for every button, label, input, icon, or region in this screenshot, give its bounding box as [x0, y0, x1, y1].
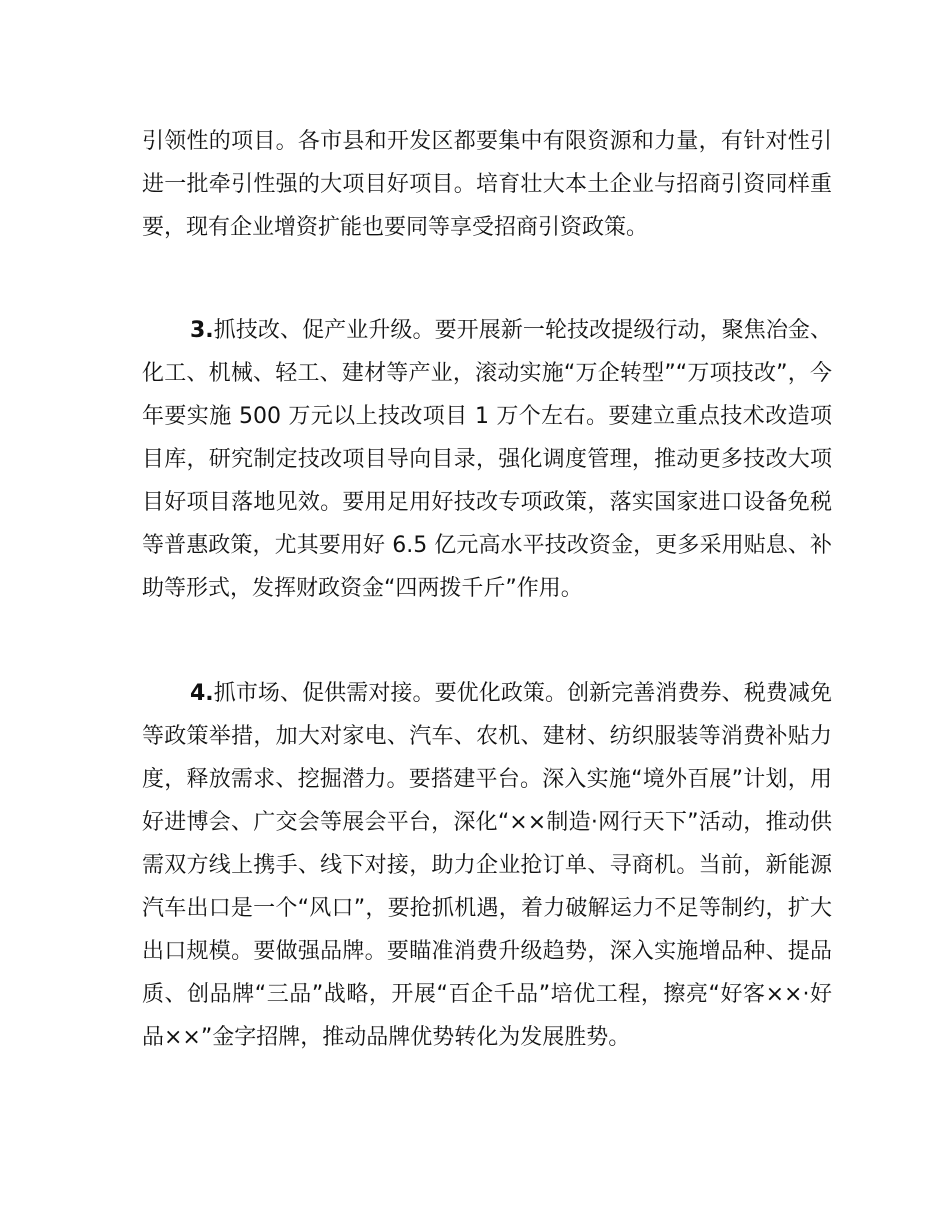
paragraph-text: 抓技改、促产业升级。要开展新一轮技改提级行动，聚焦冶金、化工、机械、轻工、建材等产业，滚动实施“万企转型”“万项技改”，今年要实施 500 万元以上技改项目 1 万个左右。要建立重点技术改造项目库，研究制定技改项目导向目录，强化调度管理，推动更多技改大项目好项目落地见效。要用足用好技改专项政策，落实国家进口设备免税等普惠政策，尤其要用好 6.5 亿元高水平技改资金，更多采用贴息、补助等形式，发挥财政资金“四两拨千斤”作用。: [142, 318, 832, 601]
paragraph-text: 抓市场、促供需对接。要优化政策。创新完善消费券、税费减免等政策举措，加大对家电、汽车、农机、建材、纺织服装等消费补贴力度，释放需求、挖掘潜力。要搭建平台。深入实施“境外百展”计划，用好进博会、广交会等展会平台，深化“××制造·网行天下”活动，推动供需双方线上携手、线下对接，助力企业抢订单、寻商机。当前，新能源汽车出口是一个“风口”，要抢抓机遇，着力破解运力不足等制约，扩大出口规模。要做强品牌。要瞄准消费升级趋势，深入实施增品种、提品质、创品牌“三品”战略，开展“百企千品”培优工程，擦亮“好客××·好品××”金字招牌，推动品牌优势转化为发展胜势。: [142, 681, 832, 1050]
paragraph-text: 引领性的项目。各市县和开发区都要集中有限资源和力量，有针对性引进一批牵引性强的大项目好项目。培育壮大本土企业与招商引资同样重要，现有企业增资扩能也要同等享受招商引资政策。: [142, 129, 832, 240]
section-number: 3.: [190, 318, 214, 343]
paragraph-continuation: [142, 120, 832, 249]
section-number: 4.: [190, 681, 214, 706]
paragraph-section-3: [142, 309, 832, 610]
paragraph-section-4: [142, 672, 832, 1059]
